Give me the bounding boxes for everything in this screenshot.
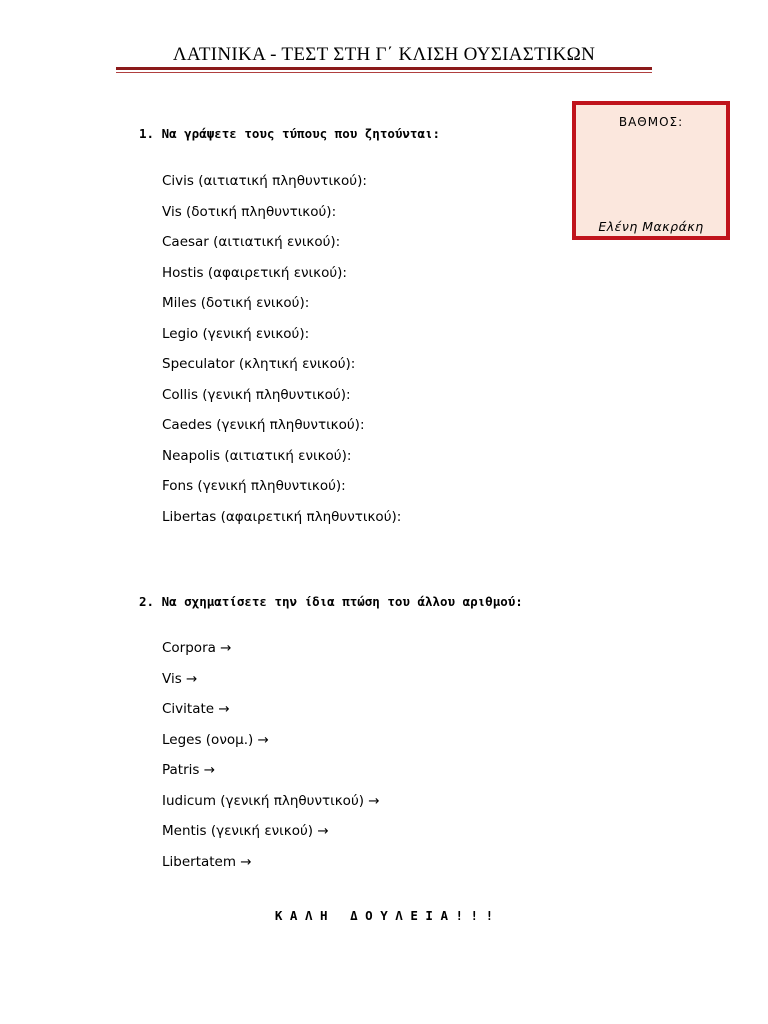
list-item: Hostis (αφαιρετική ενικού): bbox=[162, 264, 347, 281]
list-item: Leges (ονομ.) → bbox=[162, 731, 269, 748]
list-item: Corpora → bbox=[162, 640, 232, 656]
list-item: Vis → bbox=[162, 670, 198, 687]
page-title: ΛΑΤΙΝΙΚΑ - ΤΕΣΤ ΣΤΗ Γ΄ ΚΛΙΣΗ ΟΥΣΙΑΣΤΙΚΩΝ bbox=[172, 44, 596, 65]
question-2-list bbox=[162, 639, 380, 883]
list-item: Collis (γενική πληθυντικού): bbox=[162, 386, 351, 403]
list-item: Civitate → bbox=[162, 701, 230, 717]
grade-box bbox=[572, 101, 730, 240]
list-item: Patris → bbox=[162, 762, 216, 778]
question-1-list bbox=[162, 172, 401, 538]
list-item: Speculator (κλητική ενικού): bbox=[162, 356, 356, 372]
list-item: Iudicum (γενική πληθυντικού) → bbox=[162, 792, 380, 809]
grade-author: Ελένη Μακράκη bbox=[598, 219, 704, 234]
list-item: Civis (αιτιατική πληθυντικού): bbox=[162, 173, 367, 189]
list-item: Libertas (αφαιρετική πληθυντικού): bbox=[162, 508, 402, 525]
question-1-title: 1. Να γράψετε τους τύπους που ζητούνται: bbox=[139, 126, 441, 141]
list-item: Neapolis (αιτιατική ενικού): bbox=[162, 447, 352, 464]
closing-message: Κ Α Λ Η Δ Ο Υ Λ Ε Ι Α ! ! ! bbox=[274, 908, 494, 923]
question-2-title: 2. Να σχηματίσετε την ίδια πτώση του άλλου αριθμού: bbox=[139, 594, 523, 609]
list-item: Fons (γενική πληθυντικού): bbox=[162, 478, 346, 494]
list-item: Vis (δοτική πληθυντικού): bbox=[162, 203, 337, 220]
title-rule-thick bbox=[116, 67, 652, 70]
list-item: Miles (δοτική ενικού): bbox=[162, 295, 310, 311]
grade-label: ΒΑΘΜΟΣ: bbox=[618, 115, 684, 129]
list-item: Caedes (γενική πληθυντικού): bbox=[162, 417, 365, 433]
list-item: Mentis (γενική ενικού) → bbox=[162, 823, 329, 839]
title-rule-thin bbox=[116, 72, 652, 73]
list-item: Legio (γενική ενικού): bbox=[162, 325, 310, 342]
list-item: Libertatem → bbox=[162, 853, 252, 870]
list-item: Caesar (αιτιατική ενικού): bbox=[162, 234, 341, 250]
